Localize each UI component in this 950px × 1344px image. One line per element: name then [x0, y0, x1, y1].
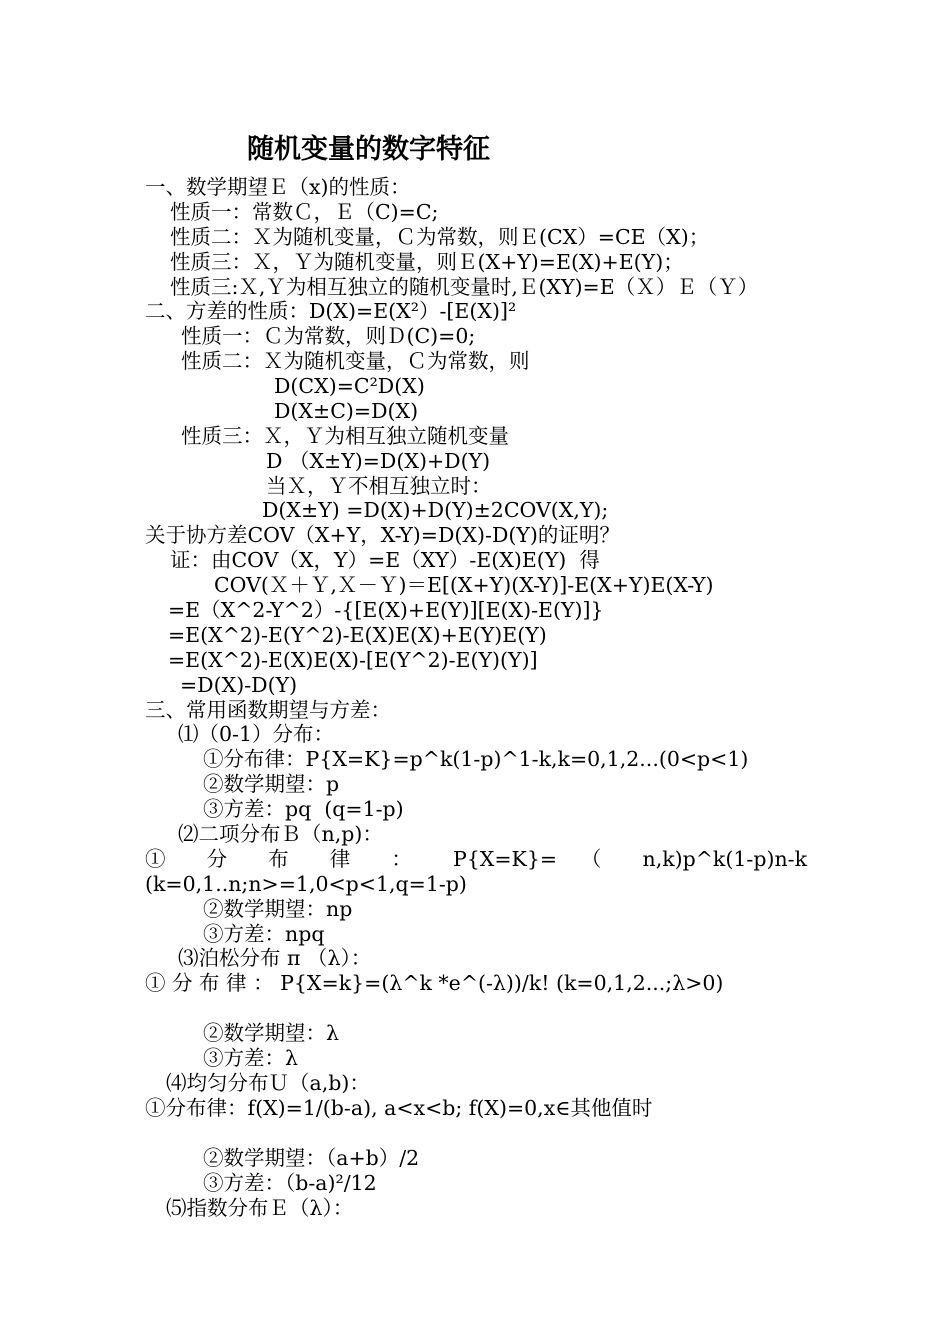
text-line: 性质二：Ｘ为随机变量，Ｃ为常数，则Ｅ(CX）=CE（X)； — [170, 225, 710, 249]
text-line: D （X±Y)=D(X)+D(Y) — [266, 449, 491, 473]
text-line: ①分布律：f(X)=1/(b-a), a<x<b; f(X)=0,x∈其他值时 — [145, 1096, 653, 1120]
text-line: ②数学期望：p — [203, 772, 340, 796]
text-line: 性质三:Ｘ,Ｙ为相互独立的随机变量时,Ｅ(XY)=E（Ｘ）Ｅ（Ｙ） — [170, 275, 759, 299]
text-line: 当Ｘ，Ｙ不相互独立时： — [266, 474, 492, 498]
text-line: 二、方差的性质：D(X)=E(X²）-[E(X)]² — [145, 299, 517, 323]
text-line: ⑵二项分布Ｂ（n,p)： — [178, 822, 383, 846]
text-line: ⑷均匀分布Ｕ（a,b)： — [166, 1071, 370, 1095]
text-line: 性质三：Ｘ，Ｙ为随机变量，则Ｅ(X+Y)=E(X)+E(Y)； — [170, 250, 684, 274]
text-line: D(X±Y) =D(X)+D(Y)±2COV(X,Y); — [262, 498, 609, 522]
text-line: ②数学期望：np — [203, 897, 353, 921]
text-line: ③方差：npq — [203, 922, 325, 946]
text-line: =D(X)-D(Y) — [180, 673, 298, 697]
text-line: ①分布律：P{X=K}=p^k(1-p)^1-k,k=0,1,2...(0<p<1) — [203, 747, 749, 771]
text-line: D(X±C)=D(X) — [274, 399, 419, 423]
text-line: D(CX)=C²D(X) — [274, 374, 425, 398]
text-line: 性质三：Ｘ，Ｙ为相互独立随机变量 — [181, 424, 509, 448]
text-line: ③方差：λ — [203, 1046, 298, 1070]
text-line: 性质一：常数Ｃ，Ｅ（C)=C; — [170, 200, 439, 224]
text-line: ⑴（0-1）分布： — [178, 722, 335, 746]
text-line: ②数学期望：（a+b）/2 — [203, 1146, 420, 1170]
text-line: 三、常用函数期望与方差： — [145, 698, 391, 722]
text-line: ⑶泊松分布 π （λ）： — [178, 946, 372, 970]
text-line: =E(X^2)-E(X)E(X)-[E(Y^2)-E(Y)(Y)] — [168, 648, 538, 672]
text-line: =E（X^2-Y^2）-{[E(X)+E(Y)][E(X)-E(Y)]} — [168, 598, 604, 622]
text-line: 证：由COV（X，Y）=E（XY）-E(X)E(Y) 得 — [170, 548, 600, 572]
text-line: 性质一：Ｃ为常数，则Ｄ(C)=0; — [181, 324, 476, 348]
text-line: ① 分 布 律 ： P{X=k}=(λ^k *e^(-λ))/k! (k=0,1,2...;λ>0) — [145, 971, 724, 995]
text-line: ③方差：pq (q=1-p) — [203, 797, 404, 821]
text-line: COV(Ｘ＋Ｙ,Ｘ－Ｙ)＝E[(X+Y)(X-Y)]-E(X+Y)E(X-Y) — [214, 573, 714, 597]
document-title: 随机变量的数字特征 — [247, 134, 490, 165]
text-line: 性质二：Ｘ为随机变量，Ｃ为常数，则 — [181, 349, 530, 373]
text-line: ③方差：（b-a)²/12 — [203, 1171, 377, 1195]
text-line: 一、数学期望Ｅ（x)的性质： — [145, 175, 411, 199]
text-line: 关于协方差COV（X+Y，X-Y)=D(X)-D(Y)的证明？ — [145, 523, 620, 547]
text-line: =E(X^2)-E(Y^2)-E(X)E(X)+E(Y)E(Y) — [168, 623, 547, 647]
text-line: ⑸指数分布Ｅ（λ）： — [166, 1196, 354, 1220]
text-line: ②数学期望：λ — [203, 1021, 339, 1045]
text-line: ① 分 布 律 ： P{X=K}= （ n,k)p^k(1-p)n-k (k=0,1..n;n>=1,0<p<1,q=1-p) — [145, 847, 807, 896]
